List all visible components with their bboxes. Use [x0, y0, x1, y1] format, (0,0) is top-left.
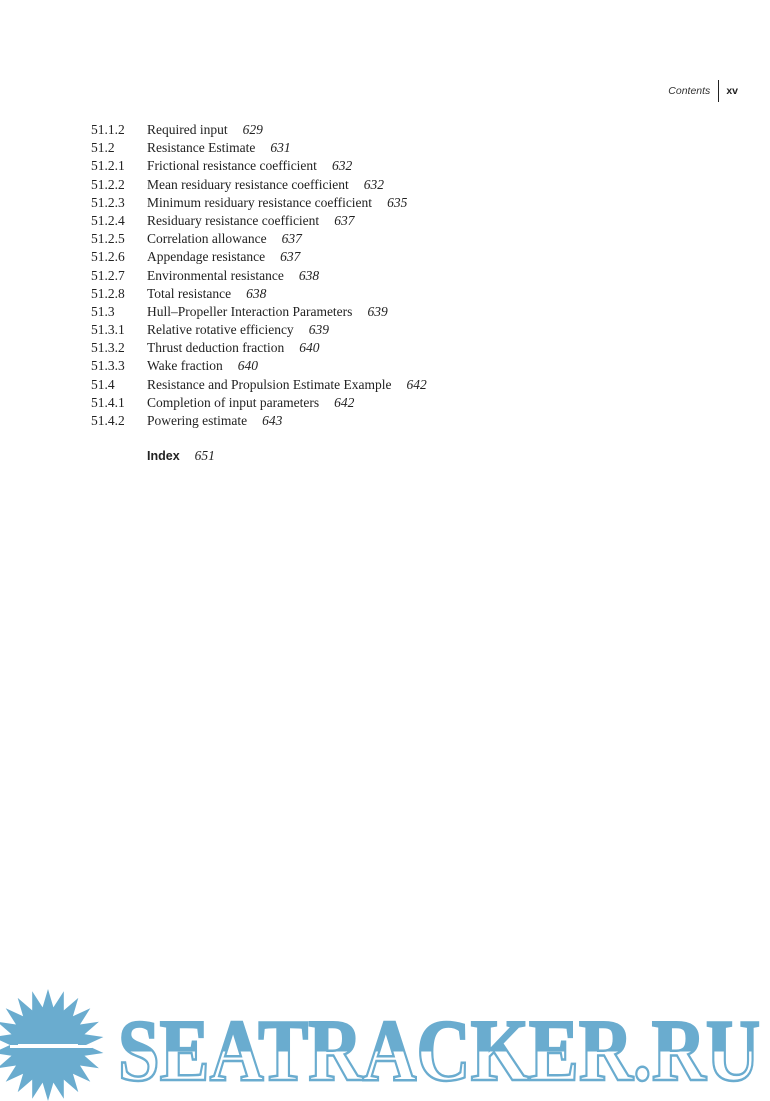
toc-entry[interactable]: [91, 212, 691, 230]
toc-entry-page: 642: [334, 394, 355, 410]
toc-entry-number: 51.3.1: [91, 322, 125, 338]
toc-entry[interactable]: [91, 376, 691, 394]
toc-entry-page: 638: [298, 267, 320, 283]
watermark-text: SEATRACKER.RU: [118, 1003, 760, 1100]
toc-entry[interactable]: [91, 339, 691, 357]
toc-entry-title: Environmental resistance: [147, 267, 284, 283]
toc-entry-title: Correlation allowance: [147, 231, 267, 247]
toc-entry[interactable]: [91, 321, 691, 339]
toc-entry-number: 51.4.2: [91, 413, 125, 428]
toc-entry-title: Completion of input parameters: [147, 394, 320, 410]
toc-entry[interactable]: [91, 121, 691, 139]
toc-entry-number: 51.3.2: [91, 340, 125, 356]
toc-entry[interactable]: [91, 139, 691, 157]
toc-entry-title: Minimum residuary resistance coefficient: [147, 194, 373, 210]
toc-entry-page: 632: [331, 158, 353, 174]
toc-entry-title: Total resistance: [147, 285, 232, 301]
toc-entry-number: 51.2.1: [91, 158, 125, 174]
toc-entry-number: 51.2.6: [91, 249, 125, 265]
section-name: Contents: [668, 85, 711, 97]
toc-entry-page: 637: [334, 212, 355, 228]
toc-entry[interactable]: [91, 357, 691, 375]
toc-entry[interactable]: [91, 394, 691, 412]
toc-entry[interactable]: [91, 285, 691, 303]
toc-entry-title: Hull–Propeller Interaction Parameters: [147, 303, 353, 319]
toc-entry-index[interactable]: [147, 448, 215, 464]
sun-icon: [0, 989, 103, 1101]
toc-entry-number: 51.2.4: [91, 212, 125, 228]
index-page: 651: [194, 448, 215, 463]
toc-entry-title: Resistance and Propulsion Estimate Example: [147, 376, 392, 392]
toc-list: [91, 121, 691, 430]
toc-entry-page: 635: [387, 194, 408, 210]
toc-entry-title: Relative rotative efficiency: [147, 322, 294, 338]
toc-entry-title: Required input: [147, 122, 228, 137]
toc-entry[interactable]: [91, 157, 691, 175]
toc-entry-title: Frictional resistance coefficient: [147, 158, 317, 174]
toc-entry-title: Powering estimate: [147, 413, 248, 428]
toc-entry-title: Residuary resistance coefficient: [147, 212, 320, 228]
toc-entry-title: Mean residuary resistance coefficient: [147, 176, 349, 192]
running-header: [668, 80, 738, 102]
toc-entry[interactable]: [91, 248, 691, 266]
toc-entry-page: 643: [262, 413, 283, 428]
toc-entry-title: Appendage resistance: [147, 249, 266, 265]
toc-entry-page: 629: [242, 122, 263, 137]
toc-entry-number: 51.1.2: [91, 122, 125, 137]
toc-entry-page: 637: [281, 231, 302, 247]
index-label: Index: [147, 449, 180, 463]
toc-entry-number: 51.3: [91, 303, 115, 319]
toc-entry-title: Wake fraction: [147, 358, 223, 374]
toc-entry[interactable]: [91, 303, 691, 321]
page-number: xv: [726, 85, 738, 97]
toc-entry-page: 639: [308, 322, 329, 338]
toc-entry[interactable]: [91, 267, 691, 285]
toc-entry-page: 631: [270, 140, 291, 156]
toc-entry-number: 51.4.1: [91, 394, 125, 410]
toc-entry-page: 640: [237, 358, 258, 374]
toc-entry-page: 642: [406, 376, 427, 392]
toc-entry-number: 51.3.3: [91, 358, 125, 374]
toc-entry[interactable]: [91, 230, 691, 248]
toc-entry[interactable]: [91, 412, 691, 430]
toc-entry-number: 51.2.5: [91, 231, 125, 247]
toc-entry-title: Thrust deduction fraction: [147, 340, 285, 356]
toc-entry-number: 51.2.7: [91, 267, 125, 283]
toc-entry-page: 637: [280, 249, 301, 265]
toc-entry-page: 640: [299, 340, 320, 356]
watermark: [0, 985, 770, 1101]
toc-entry[interactable]: [91, 176, 691, 194]
toc-entry-number: 51.2.2: [91, 176, 125, 192]
toc-entry-number: 51.4: [91, 376, 115, 392]
toc-entry-number: 51.2.3: [91, 194, 125, 210]
toc-entry-page: 632: [363, 176, 385, 192]
toc-entry-page: 639: [367, 303, 388, 319]
toc-entry-page: 638: [246, 285, 267, 301]
toc-entry-number: 51.2.8: [91, 285, 125, 301]
toc-entry[interactable]: [91, 194, 691, 212]
toc-entry-number: 51.2: [91, 140, 115, 156]
toc-entry-title: Resistance Estimate: [147, 140, 256, 156]
